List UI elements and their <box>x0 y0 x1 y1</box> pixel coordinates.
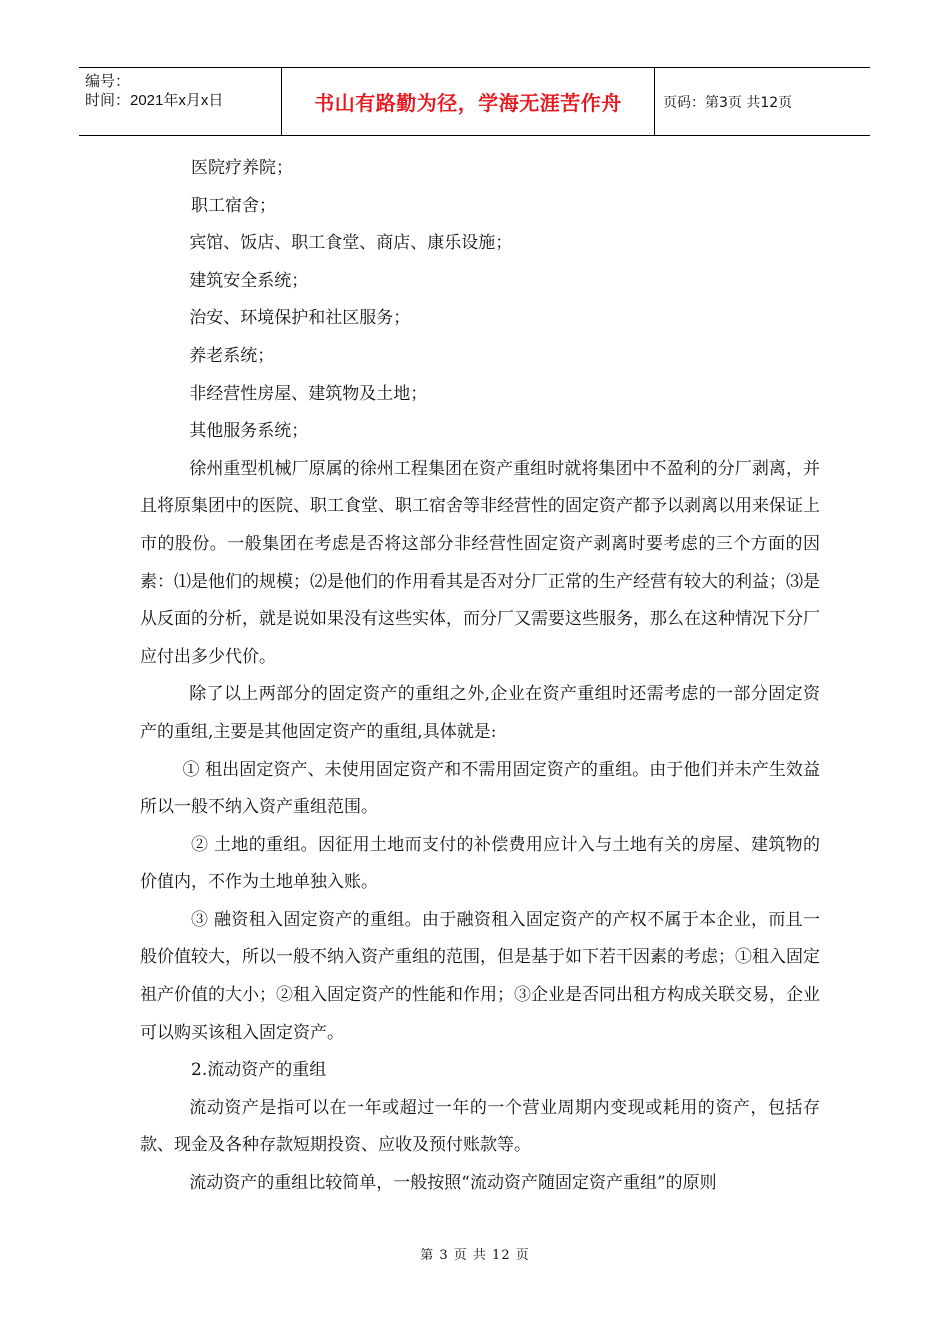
section-title: 2.流动资产的重组 <box>191 1060 327 1081</box>
paragraph: 流动资产的重组比较简单，一般按照“流动资产随固定资产重组”的原则 <box>189 1173 717 1194</box>
header-meta <box>79 68 281 135</box>
page-footer: 第 3 页 共 12 页 <box>420 1248 530 1263</box>
list-item: 养老系统； <box>189 345 275 366</box>
header-motto: 书山有路勤为径，学海无涯苦作舟 <box>281 68 655 135</box>
list-item: 建筑安全系统； <box>189 270 309 291</box>
paragraph: 徐州重型机械厂原属的徐州工程集团在资产重组时就将集团中不盈利的分厂剥离，并且将原集团中的医院、职工食堂、职工宿舍等非经营性的固定资产都予以剥离以用来保证上市的股份。一般集团在考虑是否将这部分非经营性固定资产剥离时要考虑的三个方面的因素：⑴是他们的规模；⑵是他们的作用看其是否对分厂正常的生产经营有较大的利益；⑶是从反面的分析，就是说如果没有这些实体，而分厂又需要这些服务，那么在这种情况下分厂应付出多少代价。 <box>140 458 820 667</box>
paragraph: 流动资产是指可以在一年或超过一年的一个营业周期内变现或耗用的资产，包括存款、现金及各种存款短期投资、应收及预付账款等。 <box>140 1097 820 1156</box>
document-date: 时间：2021年x月x日 <box>85 92 224 109</box>
list-item: 医院疗养院； <box>191 158 293 178</box>
list-item: 其他服务系统； <box>189 421 309 442</box>
page-header <box>79 67 870 136</box>
document-body <box>140 150 820 1203</box>
list-item-rental: ① 租出固定资产、未使用固定资产和不需用固定资产的重组。由于他们并未产生效益所以一般不纳入资产重组范围。 <box>140 759 820 818</box>
list-item: 非经营性房屋、建筑物及土地； <box>189 383 428 404</box>
list-item: 宾馆、饭店、职工食堂、商店、康乐设施； <box>189 233 513 254</box>
list-item: 职工宿舍； <box>191 195 276 216</box>
document-number-label: 编号： <box>85 73 131 90</box>
list-item-land: ② 土地的重组。因征用土地而支付的补偿费用应计入与土地有关的房屋、建筑物的价值内，不作为土地单独入账。 <box>140 834 820 893</box>
list-item-finance-lease: ③ 融资租入固定资产的重组。由于融资租入固定资产的产权不属于本企业，而且一般价值较大，所以一般不纳入资产重组的范围，但是基于如下若干因素的考虑；①租入固定祖产价值的大小；②租入固定资产的性能和作用；③企业是否同出租方构成关联交易，企业可以购买该租入固定资产。 <box>140 909 820 1043</box>
header-page-info: 页码：第3页 共12页 <box>663 94 793 111</box>
paragraph: 除了以上两部分的固定资产的重组之外,企业在资产重组时还需考虑的一部分固定资产的重组,主要是其他固定资产的重组,具体就是: <box>140 684 820 742</box>
list-item: 治安、环境保护和社区服务； <box>189 308 411 329</box>
